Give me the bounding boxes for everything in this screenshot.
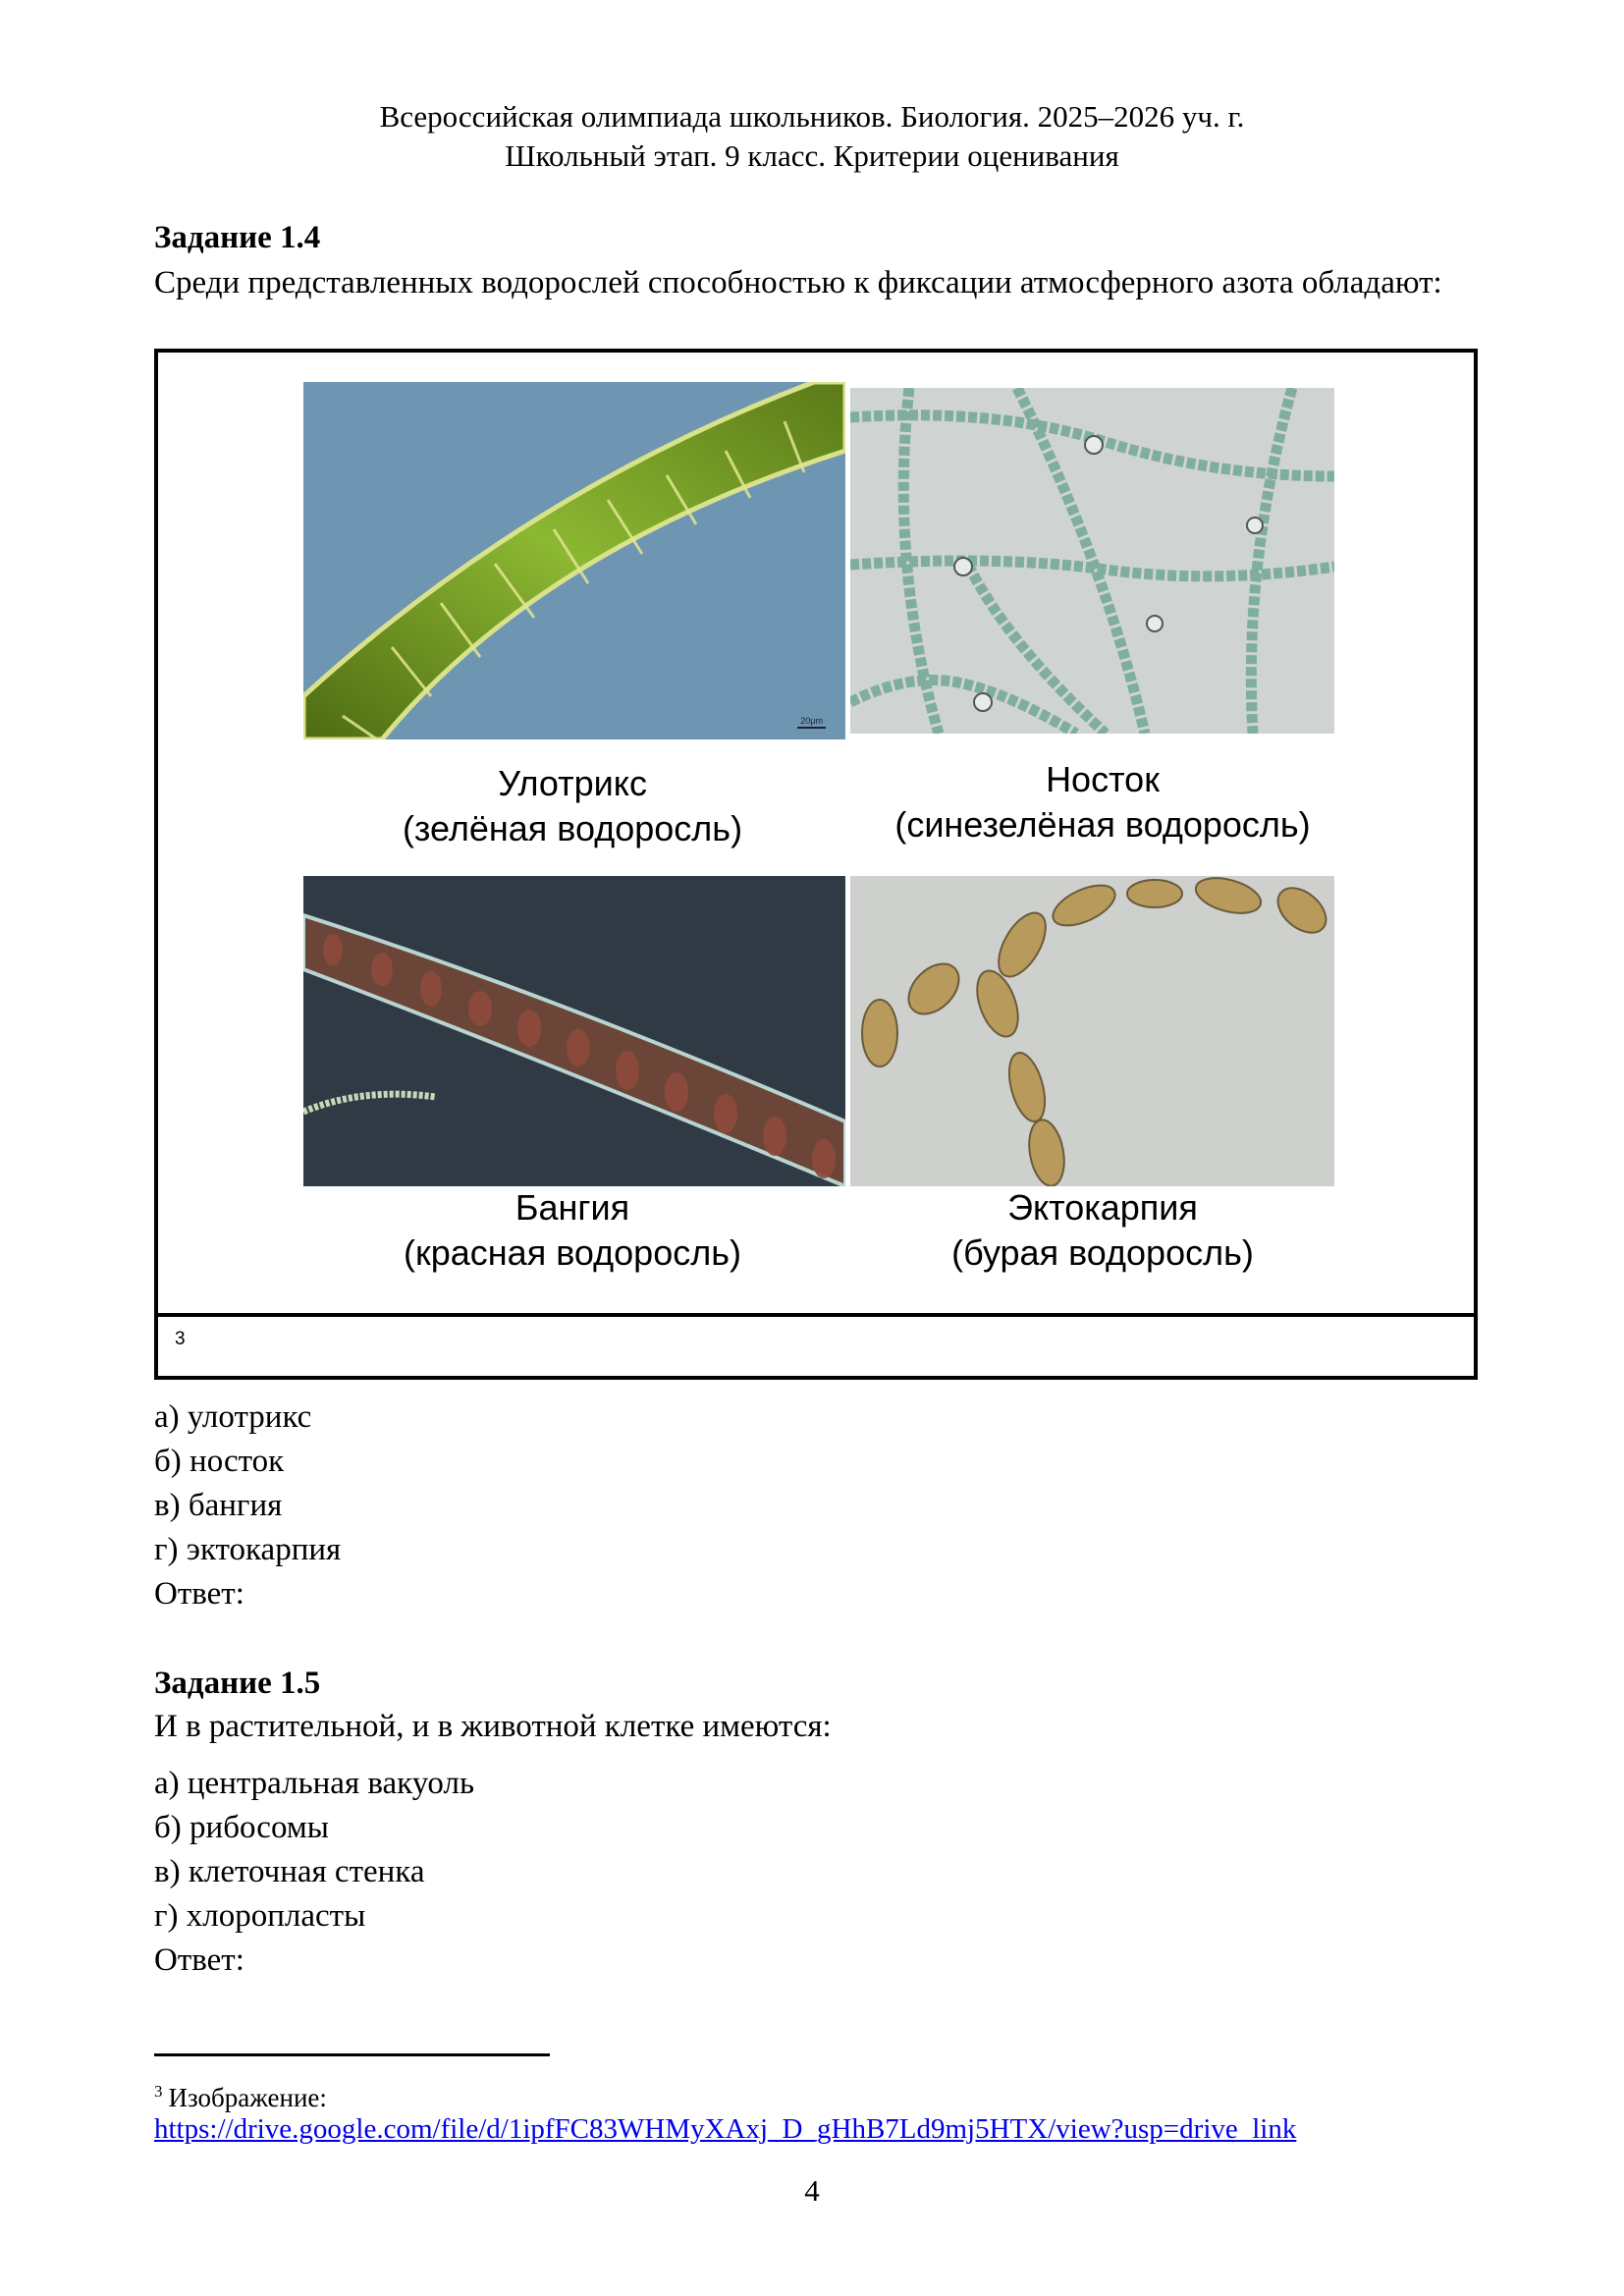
caption-nostoc-type: (синезелёная водоросль) [894,804,1311,845]
nostoc-photo [850,388,1334,734]
caption-ectocarpus [828,1185,1378,1276]
ectocarpus-photo [850,876,1334,1186]
footnote-number: 3 [154,2082,163,2101]
task-1-4-title: Задание 1.4 [154,220,321,255]
caption-ectocarpus-type: (бурая водоросль) [951,1232,1254,1273]
option-v: в) бангия [154,1488,283,1523]
option-b: б) рибосомы [154,1810,329,1845]
caption-bangia-type: (красная водоросль) [404,1232,741,1273]
footnote-separator [154,2053,550,2056]
caption-nostoc-name: Носток [1046,759,1160,799]
footnote-text [154,2074,327,2115]
figure-footnote-ref: 3 [175,1329,186,1349]
option-g: г) эктокарпия [154,1532,342,1567]
caption-bangia-name: Бангия [514,1187,630,1228]
page-number: 4 [804,2173,820,2208]
footnote-label: Изображение: [168,2083,327,2112]
caption-nostoc [828,757,1378,847]
caption-ulothrix-type: (зелёная водоросль) [402,808,743,848]
bangia-photo [303,876,845,1186]
task-1-4-question: Среди представленных водорослей способностью к фиксации атмосферного азота обладают: [154,265,1442,301]
option-a: а) улотрикс [154,1399,312,1435]
option-b: б) носток [154,1444,285,1479]
figure-divider [158,1313,1474,1317]
ulothrix-scale-bar: 20μm [797,716,826,729]
task-1-5-question: И в растительной, и в животной клетке имеются: [154,1709,832,1744]
answer-label: Ответ: [154,1942,244,1978]
task-1-5-title: Задание 1.5 [154,1666,321,1701]
ulothrix-photo [303,382,845,739]
algae-figure [154,349,1478,1380]
caption-bangia [298,1185,847,1276]
caption-ulothrix [298,761,847,851]
option-g: г) хлоропласты [154,1898,366,1934]
option-a: а) центральная вакуоль [154,1766,474,1801]
option-v: в) клеточная стенка [154,1854,425,1889]
header-line-1: Всероссийская олимпиада школьников. Биология. 2025–2026 уч. г. [379,99,1245,134]
header-line-2: Школьный этап. 9 класс. Критерии оценивания [505,138,1119,173]
task-1-4-options [154,1395,341,1616]
answer-label: Ответ: [154,1576,244,1612]
footnote-link[interactable]: https://drive.google.com/file/d/1ipfFC83WHMyXAxj_D_gHhB7Ld9mj5HTX/view?usp=drive_link [154,2113,1297,2145]
caption-ulothrix-name: Улотрикс [498,763,647,803]
caption-ectocarpus-name: Эктокарпия [1007,1187,1198,1228]
task-1-5-options [154,1762,474,1983]
